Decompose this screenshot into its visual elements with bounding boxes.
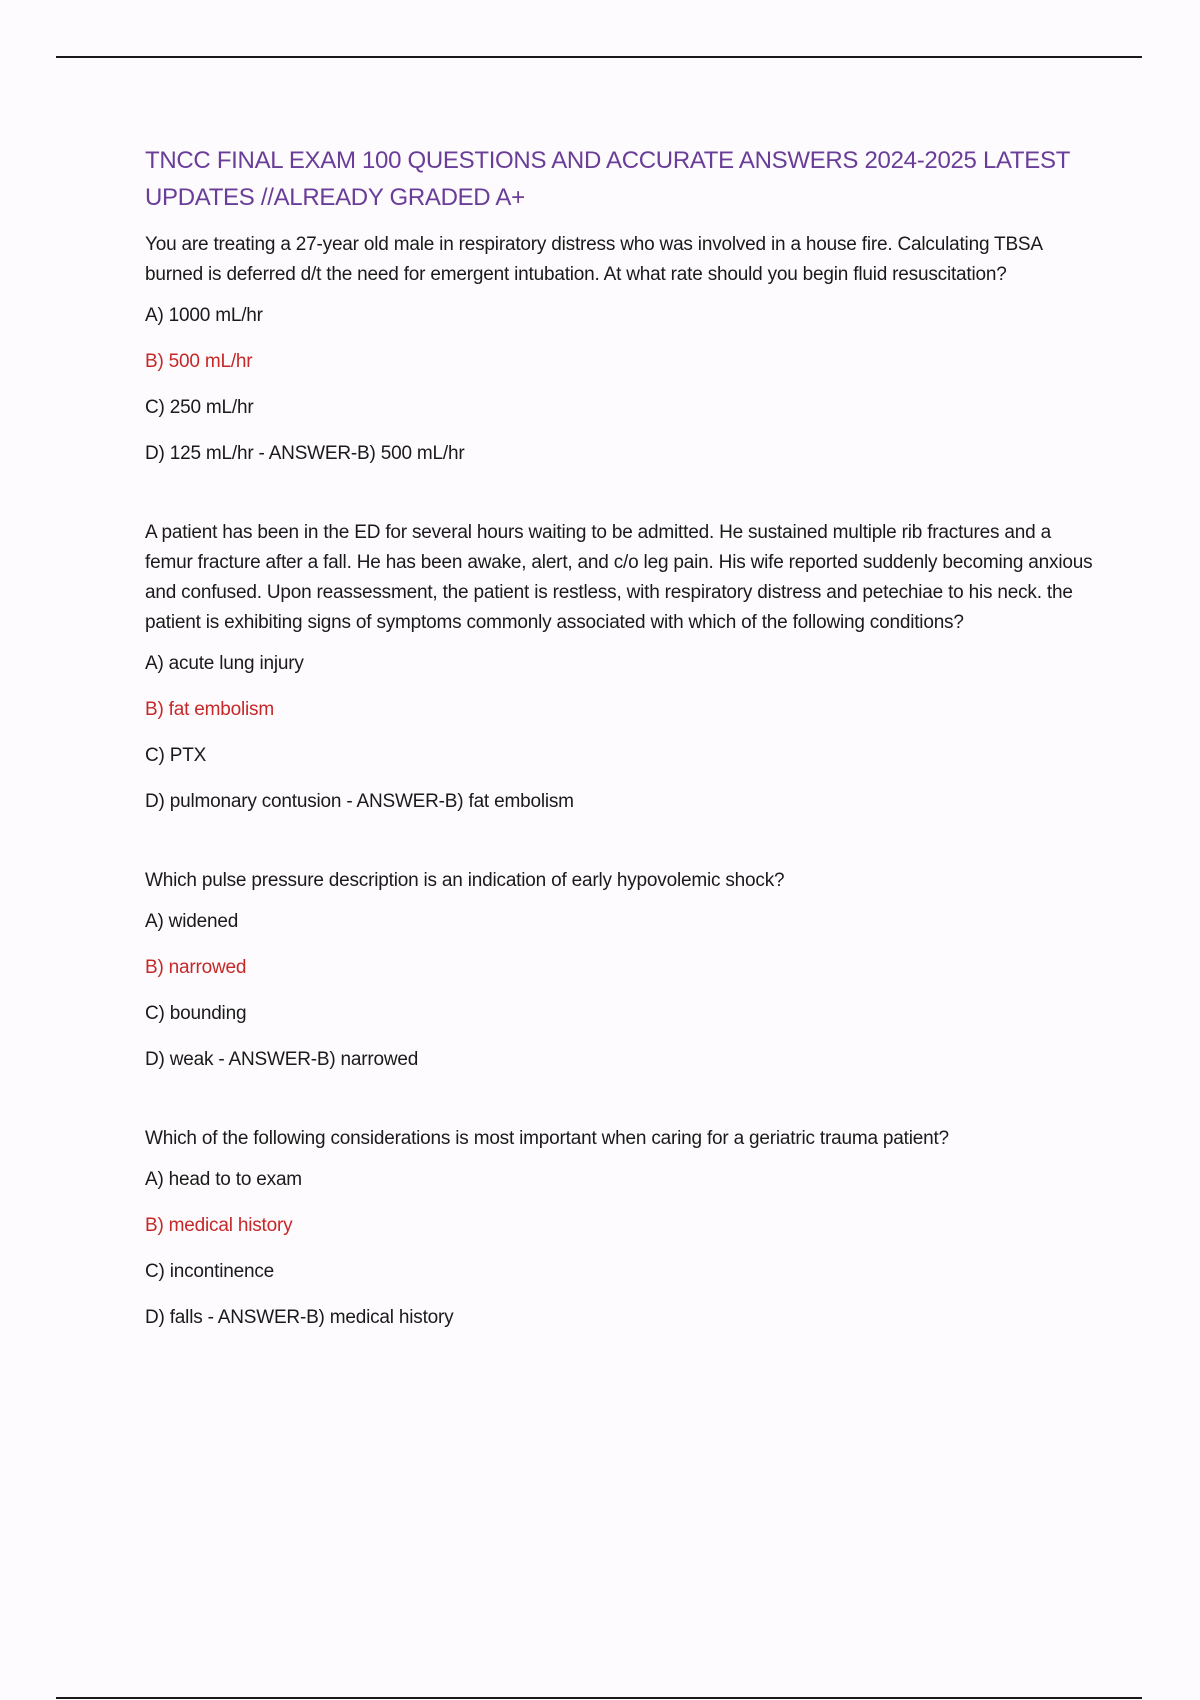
bottom-divider [56, 1697, 1142, 1699]
question-text: Which of the following considerations is most important when caring for a geriatric trauma patient? [145, 1128, 949, 1149]
document-title: TNCC FINAL EXAM 100 QUESTIONS AND ACCURATE ANSWERS 2024-2025 LATEST UPDATES //ALREADY GRADED A+ [145, 147, 1070, 211]
option-c: C) bounding [145, 1003, 247, 1024]
option-c: C) 250 mL/hr [145, 397, 254, 418]
option-b-correct: B) medical history [145, 1215, 293, 1236]
option-a: A) widened [145, 911, 239, 932]
question-1 [145, 230, 1100, 468]
option-b-correct: B) 500 mL/hr [145, 351, 253, 372]
option-c: C) incontinence [145, 1261, 275, 1282]
option-c: C) PTX [145, 745, 207, 766]
option-a: A) head to to exam [145, 1169, 302, 1190]
option-b-correct: B) fat embolism [145, 699, 274, 720]
option-d-with-answer: D) pulmonary contusion - ANSWER-B) fat embolism [145, 791, 574, 812]
option-a: A) 1000 mL/hr [145, 305, 263, 326]
option-d-with-answer: D) weak - ANSWER-B) narrowed [145, 1049, 419, 1070]
question-text: You are treating a 27-year old male in respiratory distress who was involved in a house fire. Calculating TBSA burned is deferred d/t the need for emergent intubation. At what rate should you begin fluid resuscitation? [145, 234, 1042, 285]
option-d-with-answer: D) falls - ANSWER-B) medical history [145, 1307, 454, 1328]
question-3 [145, 866, 1100, 1074]
option-d-with-answer: D) 125 mL/hr - ANSWER-B) 500 mL/hr [145, 443, 465, 464]
question-4 [145, 1124, 1100, 1332]
document-body [145, 142, 1100, 1382]
option-b-correct: B) narrowed [145, 957, 247, 978]
top-divider [56, 56, 1142, 58]
option-a: A) acute lung injury [145, 653, 304, 674]
question-text: A patient has been in the ED for several hours waiting to be admitted. He sustained multiple rib fractures and a femur fracture after a fall. He has been awake, alert, and c/o leg pain. His wife reported suddenly becoming anxious and confused. Upon reassessment, the patient is restless, with respiratory distress and petechiae to his neck. the patient is exhibiting signs of symptoms commonly associated with which of the following conditions? [145, 522, 1093, 633]
question-2 [145, 518, 1100, 816]
question-text: Which pulse pressure description is an indication of early hypovolemic shock? [145, 870, 785, 891]
